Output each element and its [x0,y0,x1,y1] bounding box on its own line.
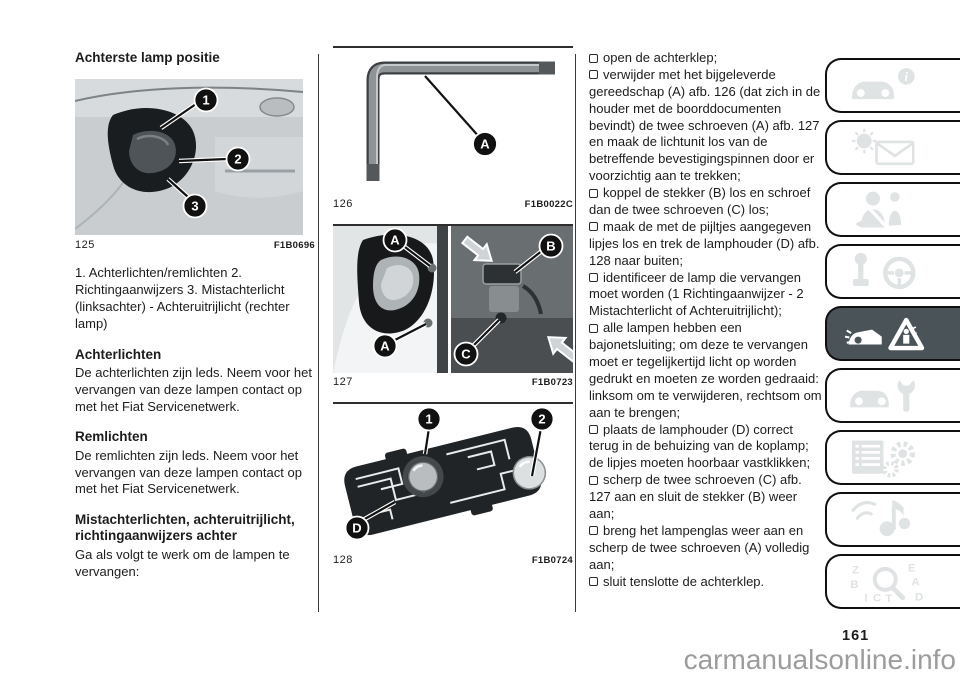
svg-text:B: B [850,578,859,591]
figure-128 [333,402,573,566]
callout-2 [531,408,554,431]
step-text: maak de met de pijltjes aangegeven lipjes los en trek de lamphouder (D) afb. 128 naar buiten; [589,218,820,268]
figure-number: 127 [333,376,353,388]
bulb-holder-photo [333,404,573,551]
callout-C [455,343,478,366]
section-tab-sidebar [825,58,960,616]
step-text: open de achterklep; [603,50,718,65]
middle-column [333,46,573,580]
sidebar-tab-safety[interactable] [825,182,960,237]
figure-125-caption [75,239,315,251]
svg-text:Z: Z [852,563,859,576]
step-item [589,67,823,185]
square-bullet-icon [589,577,598,586]
svg-text:D: D [352,520,362,536]
page-title: Achterste lamp positie [75,50,220,65]
svg-text:A: A [380,338,390,354]
figure-number: 125 [75,239,95,251]
page-number: 161 [842,628,870,644]
figure-code: F1B0723 [531,377,573,388]
square-bullet-icon [589,526,598,535]
step-item [589,50,823,67]
svg-text:3: 3 [191,198,199,214]
section-heading-mistachterlichten: Mistachterlichten, achteruitrijlicht, richtingaanwijzers achter [75,512,295,544]
square-bullet-icon [589,54,598,63]
legend-paragraph: 1. Achterlichten/remlichten 2. Richtingaanwijzers 3. Mistachterlicht (linksachter) - Achteruitrijlicht (rechter lamp) [75,265,290,331]
section-heading-achterlichten: Achterlichten [75,346,162,362]
square-bullet-icon [589,324,598,333]
column-divider [575,54,576,612]
callout-A [473,132,497,156]
figure-126 [333,46,573,210]
sidebar-tab-technical-data[interactable] [825,430,960,485]
gearshift-steering-icon [841,251,933,293]
callout-A-top [384,229,407,252]
section-body: De achterlichten zijn leds. Neem voor het vervangen van deze lampen contact op met het Fiat Servicenetwerk. [75,364,313,414]
svg-text:E: E [908,562,916,574]
column-divider [318,54,319,612]
section-body: De remlichten zijn leds. Neem voor het vervangen van deze lampen contact op met het Fiat Servicenetwerk. [75,447,302,497]
callout-1 [195,89,218,112]
svg-text:C: C [461,346,471,362]
step-text: verwijder met het bijgeleverde gereedschap (A) afb. 126 (dat zich in de houder met de boorddocumenten bevindt) de twee schroeven (A) afb. 127 en maak de lichtunit los van de betreffende bevestigingspinnen door er voorzichtig aan te trekken; [589,66,821,184]
svg-text:T: T [885,592,893,603]
step-item [589,320,823,421]
figure-code: F1B0724 [531,555,573,566]
figure-number: 128 [333,554,353,566]
warning-light-mail-icon [841,127,933,169]
emergency-triangle-icon [841,313,933,355]
sidebar-tab-instrument-panel[interactable] [825,120,960,175]
square-bullet-icon [589,189,598,198]
sidebar-tab-owner-info[interactable] [825,58,960,113]
svg-text:1: 1 [425,411,433,427]
svg-text:1: 1 [202,92,210,108]
step-item [589,523,823,574]
left-column [75,46,315,592]
step-text: alle lampen hebben een bajonetsluiting; om deze te vervangen moet er tegelijkertijd licht op worden gedrukt en moeten ze worden gedraaid: linksom om te verwijderen, rechtsom om aan te brengen; [589,320,822,420]
figure-127-caption [333,373,573,388]
svg-text:A: A [480,136,490,152]
figure-number: 126 [333,198,353,210]
sidebar-tab-maintenance[interactable] [825,368,960,423]
specs-gears-icon [841,437,933,479]
index-search-icon [841,561,933,603]
steps-column [589,50,823,591]
sidebar-tab-driving[interactable] [825,244,960,299]
sidebar-tab-index[interactable] [825,554,960,609]
callout-1 [418,408,441,431]
sidebar-tab-multimedia[interactable] [825,492,960,547]
multimedia-audio-icon [841,499,933,541]
step-item [589,574,823,591]
step-text: sluit tenslotte de achterklep. [603,573,765,589]
callout-B [540,235,563,258]
rear-lamp-photo [75,79,303,235]
svg-text:I: I [864,591,868,603]
square-bullet-icon [589,425,598,434]
svg-text:2: 2 [538,411,546,427]
svg-text:2: 2 [234,151,242,167]
step-item [589,185,823,219]
square-bullet-icon [589,222,598,231]
callout-D [346,517,369,540]
step-text: plaats de lamphouder (D) correct terug in de behuizing van de koplamp; de lipjes moeten hoorbaar vastklikken; [589,421,811,471]
step-item [589,219,823,270]
watermark: carmanualsonline.info [683,644,956,675]
lamp-removal-photo [333,226,573,373]
figure-125 [75,79,315,251]
step-item [589,270,823,321]
callout-A-bottom [374,335,397,358]
section-body: Ga als volgt te werk om de lampen te vervangen: [75,546,290,579]
car-wrench-icon [841,375,933,417]
callout-3 [184,195,207,218]
step-text: breng het lampenglas weer aan en scherp de twee schroeven (A) volledig aan; [589,522,810,572]
step-item [589,472,823,523]
callout-2 [227,148,250,171]
svg-text:A: A [911,576,920,588]
svg-text:C: C [873,591,882,603]
svg-text:i: i [904,69,908,84]
step-text: scherp de twee schroeven (C) afb. 127 aan en sluit de stekker (B) weer aan; [589,472,802,522]
svg-text:B: B [546,238,556,254]
figure-127 [333,224,573,388]
square-bullet-icon [589,70,598,79]
svg-text:A: A [390,232,400,248]
step-text: koppel de stekker (B) los en schroef dan de twee schroeven (C) los; [589,185,811,218]
figure-code: F1B0022C [524,199,573,210]
figure-126-caption [333,195,573,210]
figure-128-caption [333,551,573,566]
svg-text:D: D [915,590,924,603]
tool-illustration [333,48,573,195]
square-bullet-icon [589,476,598,485]
square-bullet-icon [589,273,598,282]
safety-belt-icon [841,189,933,231]
step-text: identificeer de lamp die vervangen moet worden (1 Richtingaanwijzer - 2 Mistachterlicht of Achteruitrijlicht); [589,269,804,319]
sidebar-tab-emergency[interactable] [825,306,960,361]
step-item [589,422,823,473]
figure-code: F1B0696 [273,240,315,251]
car-info-icon [841,65,933,107]
section-heading-remlichten: Remlichten [75,429,148,445]
